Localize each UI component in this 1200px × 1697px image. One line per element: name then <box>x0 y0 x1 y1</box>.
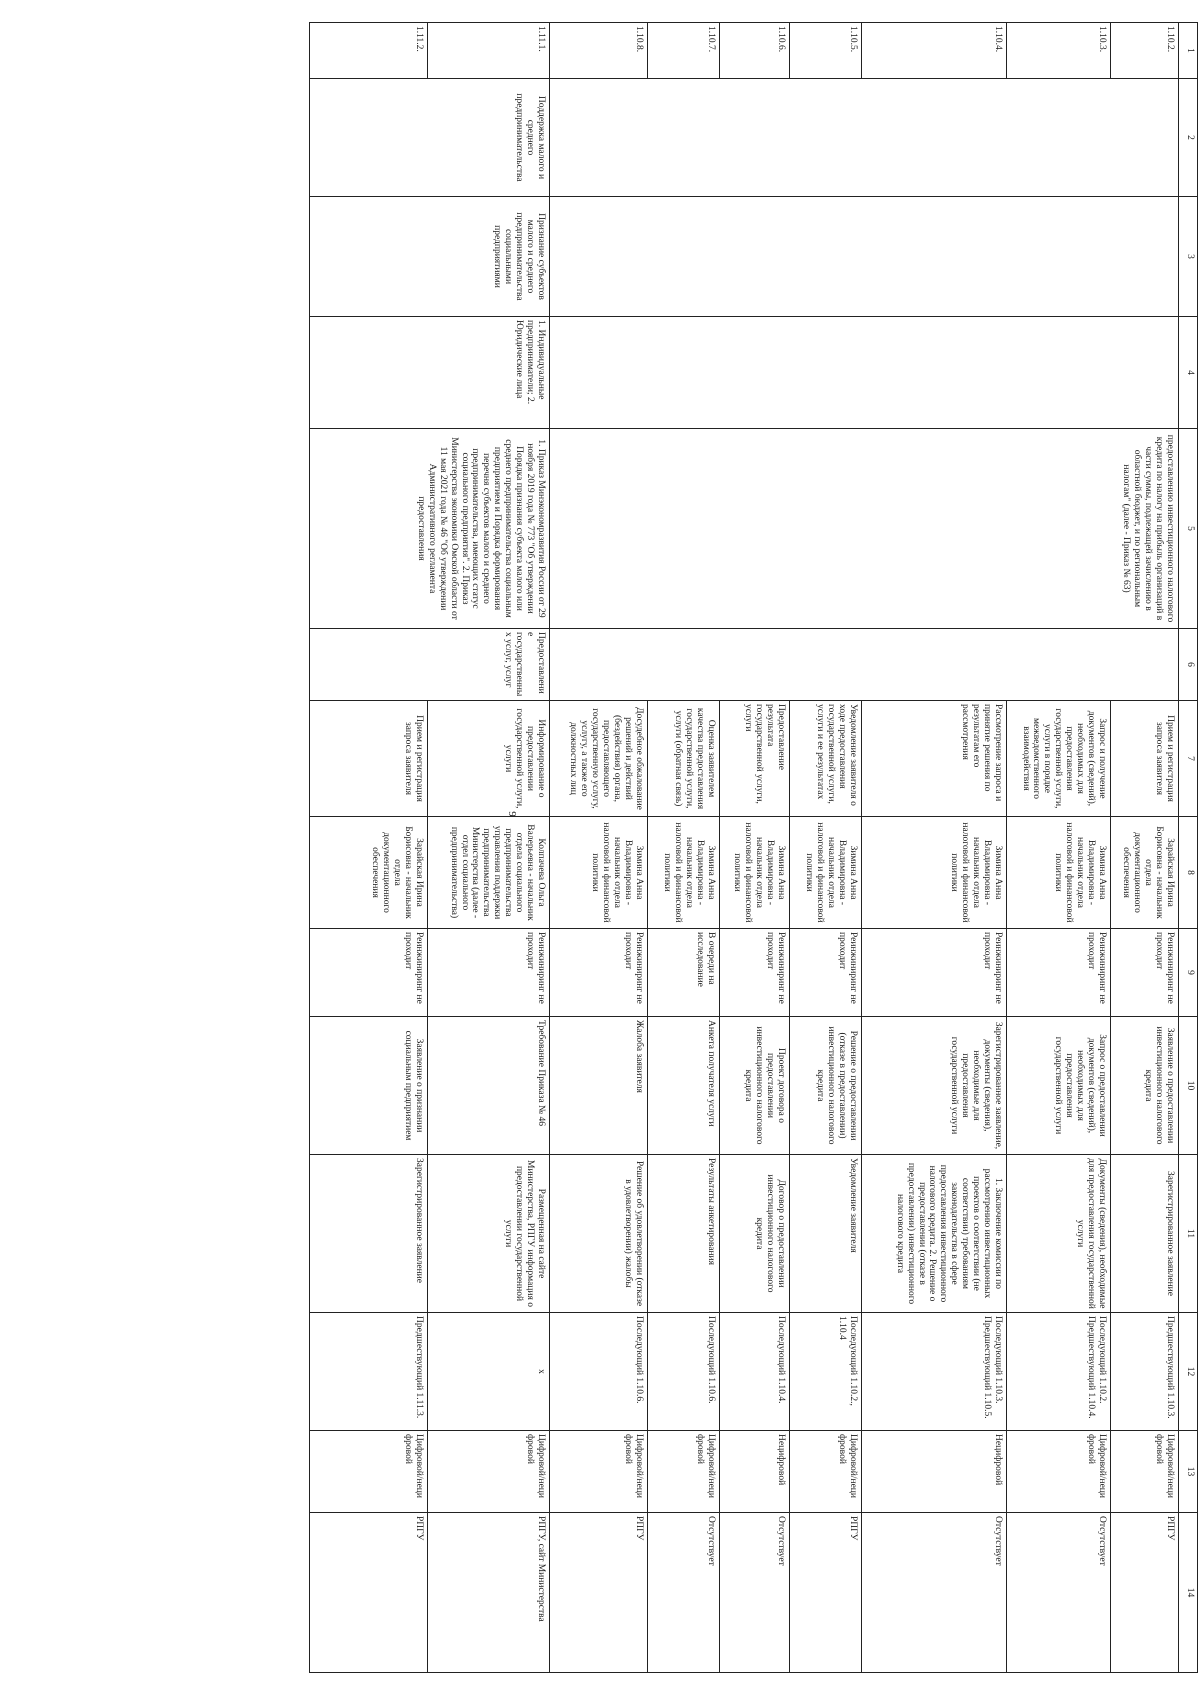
cell-input: Требование Приказа № 46 <box>428 1017 550 1155</box>
cell-legal-basis: предоставлению инвестиционного налогового кредита по налогу на прибыль организаций в части суммы, подлежащей зачислению в областной бюджет, и по региональным налогам" (далее - Приказ № 63) <box>550 429 1179 629</box>
col-header: 9 <box>1179 929 1198 1017</box>
cell-num: 1.10.2. <box>1111 23 1179 79</box>
cell-reengineering: Реинжиниринг не проходит <box>790 929 862 1017</box>
col-header: 3 <box>1179 197 1198 317</box>
cell-service <box>550 197 1179 317</box>
cell-sequence: Последующий 1.10.4. <box>720 1313 790 1431</box>
cell-responsible: Зимина Анна Владимировна - начальник отдела налоговой и финансовой политики <box>720 817 790 929</box>
cell-input: Зарегистрированное заявление, документы (сведения), необходимые для предоставления государственной услуги <box>862 1017 1007 1155</box>
cell-format: Цифровой/неци фровой <box>310 1431 428 1513</box>
cell-applicants: 1. Индивидуальные предприниматели; 2. Юридические лица <box>310 317 550 429</box>
cell-num: 1.10.6. <box>720 23 790 79</box>
column-number-row <box>1179 23 1198 1673</box>
cell-format: Цифровой/неци фровой <box>1007 1431 1111 1513</box>
cell-responsible: Зимина Анна Владимировна - начальник отдела налоговой и финансовой политики <box>648 817 720 929</box>
col-header: 8 <box>1179 817 1198 929</box>
cell-channel: Отсутствует <box>1007 1513 1111 1673</box>
cell-channel: Отсутствует <box>648 1513 720 1673</box>
cell-area: Поддержка малого и среднего предпринимательства <box>310 79 550 197</box>
cell-type <box>550 629 1179 701</box>
cell-procedure: Прием и регистрация запроса заявителя <box>310 701 428 817</box>
cell-area <box>550 79 1179 197</box>
cell-format: Цифровой/неци фровой <box>550 1431 648 1513</box>
col-header: 14 <box>1179 1513 1198 1673</box>
cell-input: Заявление о предоставлении инвестиционного налогового кредита <box>1111 1017 1179 1155</box>
cell-responsible: Зимина Анна Владимировна - начальник отдела налоговой и финансовой политики <box>790 817 862 929</box>
cell-format: Нецифровой <box>862 1431 1007 1513</box>
cell-procedure: Рассмотрение запроса и принятие решения по результатам его рассмотрения <box>862 701 1007 817</box>
cell-format: Цифровой/неци фровой <box>428 1431 550 1513</box>
cell-procedure: Прием и регистрация запроса заявителя <box>1111 701 1179 817</box>
cell-sequence: Последующий 1.10.2., 1.10.4 <box>790 1313 862 1431</box>
col-header: 11 <box>1179 1155 1198 1313</box>
table-row <box>428 23 550 1673</box>
cell-input: Анкета получателя услуги <box>648 1017 720 1155</box>
cell-result: Документы (сведения), необходимые для предоставления государственной услуги <box>1007 1155 1111 1313</box>
cell-reengineering: Реинжиниринг не проходит <box>862 929 1007 1017</box>
cell-reengineering: В очереди на исследование <box>648 929 720 1017</box>
cell-legal-basis: 1. Приказ Минэкономразвития России от 29 ноября 2019 года № 773 "Об утверждении Порядка признания субъекта малого или среднего предпринимательства социальным предприятием и Порядка формирования перечня субъектов малого и среднего предпринимательства, имеющих статус социального предприятия". 2. Приказ Министерства экономики Омской области от 11 мая 2021 года № 46 "Об утверждении Административного регламента предоставления <box>310 429 550 629</box>
cell-procedure: Предоставление результата государственной услуги, услуги <box>720 701 790 817</box>
cell-channel: Отсутствует <box>720 1513 790 1673</box>
cell-input: Заявление о признании социальным предприятием <box>310 1017 428 1155</box>
cell-responsible: Зимина Анна Владимировна - начальник отдела налоговой и финансовой политики <box>550 817 648 929</box>
cell-format: Цифровой/неци фровой <box>790 1431 862 1513</box>
cell-sequence: Последующий 1.10.3. Предшествующий 1.10.5. <box>862 1313 1007 1431</box>
col-header: 10 <box>1179 1017 1198 1155</box>
cell-responsible: Колпачева Ольга Валерьевна - начальник отдела социального предпринимательства управления поддержки предпринимательства Министерства (далее - отдел социального предпринимательства) <box>428 817 550 929</box>
cell-input: Проект договора о предоставлении инвестиционного налогового кредита <box>720 1017 790 1155</box>
cell-result: Результаты анкетирования <box>648 1155 720 1313</box>
cell-reengineering: Реинжиниринг не проходит <box>720 929 790 1017</box>
cell-channel: РПГУ <box>550 1513 648 1673</box>
cell-num: 1.10.3. <box>1007 23 1111 79</box>
col-header: 6 <box>1179 629 1198 701</box>
cell-reengineering: Реинжиниринг не проходит <box>1007 929 1111 1017</box>
cell-num: 1.11.2. <box>310 23 428 79</box>
cell-responsible: Зимина Анна Владимировна - начальник отдела налоговой и финансовой политики <box>1007 817 1111 929</box>
cell-channel: РПГУ <box>1111 1513 1179 1673</box>
col-header: 1 <box>1179 23 1198 79</box>
cell-result: Размещенная на сайте Министерства, РПГУ информация о предоставлении государственной услуги <box>428 1155 550 1313</box>
rotated-document <box>178 22 1198 1662</box>
cell-num: 1.10.8. <box>550 23 648 79</box>
cell-input: Жалоба заявителя <box>550 1017 648 1155</box>
cell-responsible: Зимина Анна Владимировна - начальник отдела налоговой и финансовой политики <box>862 817 1007 929</box>
cell-applicants <box>550 317 1179 429</box>
cell-sequence: Последующий 1.10.6. <box>648 1313 720 1431</box>
cell-channel: РПГУ, сайт Министерства <box>428 1513 550 1673</box>
cell-num: 1.10.7. <box>648 23 720 79</box>
cell-num: 1.11.1. <box>428 23 550 79</box>
cell-result: Решение об удовлетворении (отказе в удовлетворении) жалобы <box>550 1155 648 1313</box>
cell-type: Предоставление государственных услуг, услуг <box>310 629 550 701</box>
cell-sequence: Предшествующий 1.10.3. <box>1111 1313 1179 1431</box>
cell-sequence: Последующий 1.10.2. Предшествующий 1.10.4. <box>1007 1313 1111 1431</box>
cell-format: Цифровой/неци фровой <box>648 1431 720 1513</box>
cell-input: Запрос о предоставлении документов (сведений), необходимых для предоставления государственной услуги <box>1007 1017 1111 1155</box>
cell-num: 1.10.4. <box>862 23 1007 79</box>
cell-input: Решение о предоставлении (отказе в предоставлении) инвестиционного налогового кредита <box>790 1017 862 1155</box>
page-number: 9 <box>506 811 518 817</box>
cell-responsible: Зарайская Ирина Борисовна - начальник отдела документационного обеспечения <box>1111 817 1179 929</box>
cell-result: Договор о предоставлении инвестиционного налогового кредита <box>720 1155 790 1313</box>
cell-sequence: х <box>428 1313 550 1431</box>
col-header: 2 <box>1179 79 1198 197</box>
cell-responsible: Зарайская Ирина Борисовна - начальник отдела документационного обеспечения <box>310 817 428 929</box>
cell-sequence: Предшествующий 1.11.3. <box>310 1313 428 1431</box>
cell-procedure: Запрос и получение документов (сведений), необходимых для предоставления государственной услуги, услуги в порядке межведомственного взаимодействия <box>1007 701 1111 817</box>
cell-procedure: Досудебное обжалование решений и действий (бездействия) органа, предоставляющего государственную услугу, услугу, а также его должностных лиц <box>550 701 648 817</box>
cell-procedure: Информирование о предоставлении государственной услуги, услуги <box>428 701 550 817</box>
col-header: 4 <box>1179 317 1198 429</box>
col-header: 12 <box>1179 1313 1198 1431</box>
cell-channel: РПГУ <box>310 1513 428 1673</box>
cell-channel: Отсутствует <box>862 1513 1007 1673</box>
services-table <box>309 22 1198 1673</box>
cell-num: 1.10.5. <box>790 23 862 79</box>
cell-reengineering: Реинжиниринг не проходит <box>310 929 428 1017</box>
cell-reengineering: Реинжиниринг не проходит <box>1111 929 1179 1017</box>
cell-procedure: Оценка заявителем качества предоставления государственной услуги, услуги (обратная связь) <box>648 701 720 817</box>
cell-reengineering: Реинжиниринг не проходит <box>550 929 648 1017</box>
cell-reengineering: Реинжиниринг не проходит <box>428 929 550 1017</box>
cell-result: Зарегистрированное заявление <box>1111 1155 1179 1313</box>
cell-result: 1. Заключение комиссии по рассмотрению инвестиционных проектов о соответствии (не соответствии) требованиям законодательства в сфере предоставления инвестиционного налогового кредита. 2. Решение о предоставлении (отказе в предоставлении) инвестиционного налогового кредита <box>862 1155 1007 1313</box>
cell-format: Нецифровой <box>720 1431 790 1513</box>
cell-channel: РПГУ <box>790 1513 862 1673</box>
cell-sequence: Последующий 1.10.6. <box>550 1313 648 1431</box>
cell-format: Цифровой/неци фровой <box>1111 1431 1179 1513</box>
col-header: 13 <box>1179 1431 1198 1513</box>
cell-procedure: Уведомление заявителя о ходе предоставления государственной услуги, услуги и ее результатах <box>790 701 862 817</box>
cell-service: Признание субъектов малого и среднего предпринимательства социальными предприятиями <box>310 197 550 317</box>
table-row <box>1111 23 1179 1673</box>
col-header: 7 <box>1179 701 1198 817</box>
cell-result: Зарегистрированное заявление <box>310 1155 428 1313</box>
cell-result: Уведомление заявителя <box>790 1155 862 1313</box>
col-header: 5 <box>1179 429 1198 629</box>
